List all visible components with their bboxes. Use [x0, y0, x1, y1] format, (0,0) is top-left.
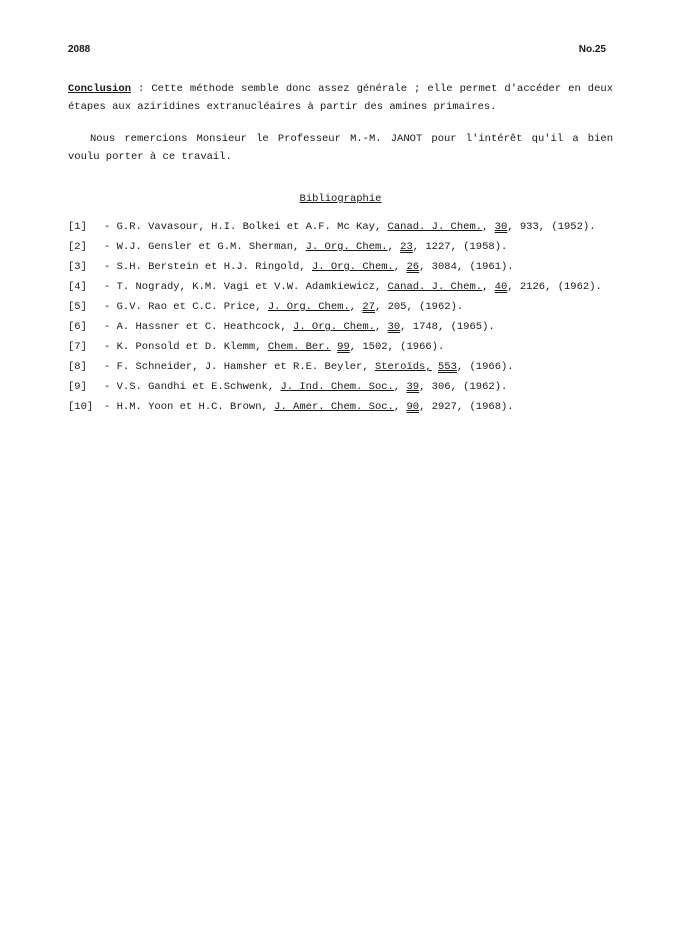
reference-item — [68, 278, 613, 296]
reference-separator: , — [393, 401, 407, 413]
reference-rest: , 1502, (1966). — [349, 341, 445, 353]
reference-rest: , 3084, (1961). — [419, 261, 514, 273]
reference-list — [68, 218, 613, 416]
reference-text — [104, 258, 613, 276]
reference-journal: J. Org. Chem. — [293, 321, 375, 333]
page-body — [68, 80, 613, 418]
reference-authors: - G.R. Vavasour, H.I. Bolkei et A.F. Mc Kay, — [104, 221, 388, 233]
reference-authors: - F. Schneider, J. Hamsher et R.E. Beyler, — [104, 361, 375, 373]
reference-separator: , — [482, 221, 495, 233]
reference-separator: , — [349, 301, 363, 313]
reference-authors: - V.S. Gandhi et E.Schwenk, — [104, 381, 281, 393]
reference-number: [7] — [68, 341, 87, 353]
reference-text — [104, 398, 613, 416]
reference-text — [104, 378, 613, 396]
reference-number: [9] — [68, 381, 87, 393]
bibliography-title: Bibliographie — [299, 193, 382, 205]
reference-rest: , 1227, (1958). — [412, 241, 508, 253]
reference-item — [68, 258, 613, 276]
reference-number: [5] — [68, 301, 87, 313]
reference-authors: - G.V. Rao et C.C. Price, — [104, 301, 268, 313]
reference-volume: 30 — [387, 321, 401, 333]
reference-text — [104, 358, 613, 376]
reference-authors: - K. Ponsold et D. Klemm, — [104, 341, 268, 353]
reference-volume: 30 — [494, 221, 508, 233]
reference-volume: 40 — [494, 281, 508, 293]
reference-journal: Chem. Ber. — [267, 341, 331, 353]
reference-authors: - T. Nogrady, K.M. Vagi et V.W. Adamkiewicz, — [104, 281, 388, 293]
reference-rest: , 2927, (1968). — [419, 401, 514, 413]
reference-text — [104, 238, 613, 256]
reference-text — [104, 318, 613, 336]
reference-item — [68, 338, 613, 356]
reference-rest: , 205, (1962). — [374, 301, 464, 313]
reference-separator: , — [374, 321, 388, 333]
reference-rest: , (1966). — [456, 361, 514, 373]
reference-rest: , 933, (1952). — [507, 221, 596, 233]
reference-volume: 99 — [337, 341, 350, 353]
reference-rest: , 1748, (1965). — [400, 321, 495, 333]
reference-rest: , 306, (1962). — [419, 381, 508, 393]
reference-authors: - H.M. Yoon et H.C. Brown, — [104, 401, 275, 413]
reference-item — [68, 358, 613, 376]
reference-text — [104, 298, 613, 316]
reference-number: [4] — [68, 281, 87, 293]
reference-authors: - S.H. Berstein et H.J. Ringold, — [104, 261, 312, 273]
reference-text — [104, 218, 613, 236]
reference-item — [68, 218, 613, 236]
reference-text — [104, 278, 613, 296]
reference-journal: J. Org. Chem. — [267, 301, 350, 313]
reference-volume: 23 — [400, 241, 413, 253]
reference-journal: Steroïds, — [374, 361, 432, 373]
reference-text — [104, 338, 613, 356]
reference-item — [68, 318, 613, 336]
reference-volume: 39 — [406, 381, 420, 393]
reference-journal: J. Org. Chem. — [305, 241, 388, 253]
reference-number: [3] — [68, 261, 87, 273]
issue-number: No.25 — [578, 44, 606, 55]
reference-rest: , 2126, (1962). — [507, 281, 602, 293]
reference-number: [1] — [68, 221, 87, 233]
reference-item — [68, 238, 613, 256]
page-number: 2088 — [68, 44, 91, 55]
reference-volume: 27 — [362, 301, 375, 313]
reference-volume: 26 — [406, 261, 420, 273]
reference-number: [2] — [68, 241, 87, 253]
reference-volume: 553 — [437, 361, 457, 373]
reference-journal: Canad. J. Chem. — [387, 281, 483, 293]
reference-number: [10] — [68, 401, 94, 413]
conclusion-paragraph — [68, 80, 613, 116]
reference-separator: , — [393, 261, 407, 273]
reference-separator: , — [387, 241, 401, 253]
reference-item — [68, 398, 613, 416]
reference-journal: J. Amer. Chem. Soc. — [274, 401, 394, 413]
reference-authors: - W.J. Gensler et G.M. Sherman, — [104, 241, 306, 253]
reference-journal: J. Org. Chem. — [311, 261, 394, 273]
acknowledgement-paragraph: Nous remercions Monsieur le Professeur M.-M. JANOT pour l'intérêt qu'il a bien voulu porter à ce travail. — [68, 133, 613, 163]
reference-authors: - A. Hassner et C. Heathcock, — [104, 321, 294, 333]
reference-number: [6] — [68, 321, 87, 333]
reference-separator: , — [482, 281, 495, 293]
reference-volume: 90 — [406, 401, 420, 413]
reference-number: [8] — [68, 361, 87, 373]
reference-separator: , — [393, 381, 407, 393]
conclusion-text: : Cette méthode semble donc assez générale ; elle permet d'accéder en deux étapes aux aziridines extranucléaires à partir des amines primaires. — [68, 83, 613, 113]
reference-item — [68, 298, 613, 316]
reference-journal: Canad. J. Chem. — [387, 221, 483, 233]
reference-item — [68, 378, 613, 396]
reference-journal: J. Ind. Chem. Soc. — [280, 381, 394, 393]
conclusion-heading: Conclusion — [68, 83, 132, 95]
